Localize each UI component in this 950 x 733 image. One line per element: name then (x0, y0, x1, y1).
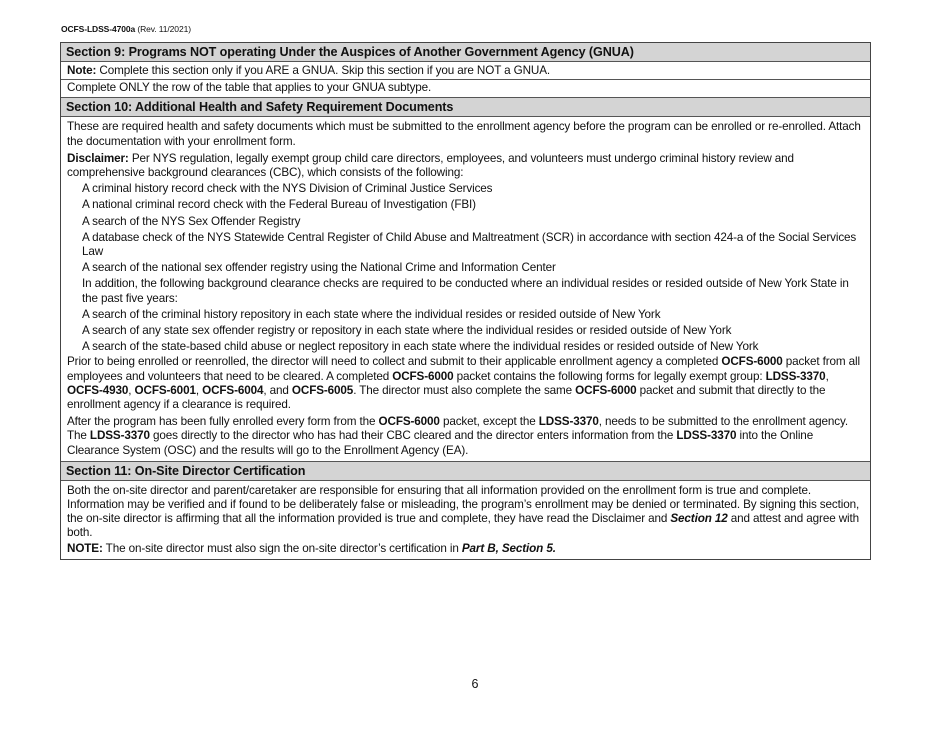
clearance-check-item: A search of the state-based child abuse or neglect repository in each state where the individual resides or resided outside of New York (82, 340, 759, 354)
form-ref: LDSS-3370 (765, 369, 826, 383)
form-ref: OCFS-6000 (575, 383, 637, 397)
clearance-check-item: A criminal history record check with the NYS Division of Criminal Justice Services (82, 182, 493, 196)
section10-intro: These are required health and safety documents which must be submitted to the enrollment agency before the program can be enrolled or re-enrolled. Attach the documentation with your enrollment form. (67, 120, 861, 148)
para-text: packet from all employees and volunteers that need to be cleared. A completed (67, 355, 860, 383)
form-ref: OCFS-6000 (392, 369, 454, 383)
clearance-check-item: In addition, the following background clearance checks are required to be conducted where an individual resides or resided outside of New York State in the past five years: (82, 277, 849, 305)
section9-note (67, 64, 864, 78)
para-text: , (825, 369, 829, 383)
section10-para-submission (67, 415, 864, 458)
form-ref: OCFS-6000 (378, 415, 440, 429)
section11-certification-text (67, 484, 864, 541)
section9-note-text: Complete this section only if you ARE a GNUA. Skip this section if you are NOT a GNUA. (96, 64, 551, 77)
disclaimer-label: Disclaimer: (67, 151, 129, 165)
form-ref: OCFS-6004 (202, 383, 264, 397)
clearance-check-item: A search of the national sex offender registry using the National Crime and Information Center (82, 261, 556, 275)
section11-body (61, 481, 870, 559)
para-text: packet contains the following forms for legally exempt group: (453, 369, 766, 383)
para-text: packet, except the (439, 415, 539, 429)
form-revision: (Rev. 11/2021) (137, 24, 191, 34)
section10-header: Section 10: Additional Health and Safety Requirement Documents (61, 98, 870, 117)
clearance-check-item: A search of any state sex offender registry or repository in each state where the individual resides or resided outside of New York (82, 324, 732, 338)
section10-disclaimer (67, 152, 864, 180)
para-text: . The director must also complete the same (353, 383, 576, 397)
section9-body (61, 62, 870, 80)
clearance-check-item: A search of the NYS Sex Offender Registry (82, 214, 301, 228)
para-text: Both the on-site director and parent/caretaker are responsible for ensuring that all information provided on the enrollment form is true and complete. Information may be verified and if found to be deliberately false or misleading, the program’s enrollment may be denied or terminated. By signing this section, the on-site director is affirming that all the information provided is true and complete, they have read the Disclaimer and (67, 483, 860, 526)
para-text: The on-site director must also sign the on-site director’s certification in (102, 541, 462, 555)
section9-instruction-row (61, 80, 870, 98)
para-text: Prior to being enrolled or reenrolled, the director will need to collect and submit to their applicable enrollment agency a completed (67, 355, 722, 369)
form-identifier (61, 24, 191, 34)
form-ref: LDSS-3370 (676, 429, 737, 443)
para-text: and attest and agree with both. (67, 512, 860, 540)
section11-note (67, 542, 864, 556)
section9-note-label: Note: (67, 64, 97, 77)
section-ref: Section 12 (670, 512, 728, 526)
form-ref: OCFS-4930 (67, 383, 129, 397)
para-text: packet and submit that directly to the enrollment agency if a clearance is required. (67, 383, 826, 412)
form-ref: OCFS-6005 (291, 383, 354, 397)
clearance-check-item: A database check of the NYS Statewide Central Register of Child Abuse and Maltreatment (SCR) in accordance with section 424-a of the Social Services Law (82, 230, 857, 259)
form-ref: OCFS-6001 (134, 383, 196, 397)
form-number: OCFS-LDSS-4700a (61, 24, 136, 34)
para-text: , needs to be submitted to the enrollment agency. The (67, 415, 848, 443)
form-ref: OCFS-6000 (721, 355, 783, 369)
para-text: , and (263, 383, 292, 397)
section10-body (61, 117, 870, 461)
para-text: , (195, 383, 203, 397)
clearance-check-item: A search of the criminal history repository in each state where the individual resides or resided outside of New York (82, 307, 661, 321)
section9-instruction: Complete ONLY the row of the table that applies to your GNUA subtype. (67, 81, 432, 95)
clearance-check-item: A national criminal record check with the Federal Bureau of Investigation (FBI) (82, 198, 476, 212)
form-ref: LDSS-3370 (89, 429, 150, 443)
note-label: NOTE: (67, 541, 103, 555)
form-document (60, 42, 871, 560)
para-text: After the program has been fully enrolled every form from the (67, 415, 379, 429)
section-ref: Part B, Section 5. (461, 541, 556, 555)
para-text: , (128, 383, 135, 397)
form-ref: LDSS-3370 (538, 415, 599, 429)
section9-header: Section 9: Programs NOT operating Under the Auspices of Another Government Agency (GNUA) (61, 43, 870, 62)
para-text: into the Online Clearance System (OSC) and the results will go to the Enrollment Agency (EA). (67, 429, 814, 457)
disclaimer-text: Per NYS regulation, legally exempt group child care directors, employees, and volunteers must undergo criminal history review and comprehensive background clearances (CBC), which consists of the following: (67, 151, 794, 180)
section10-para-ocfs6000 (67, 355, 864, 412)
para-text: goes directly to the director who has had their CBC cleared and the director enters information from the (149, 429, 677, 443)
section11-header: Section 11: On-Site Director Certification (61, 462, 870, 481)
page-number: 6 (471, 677, 479, 691)
